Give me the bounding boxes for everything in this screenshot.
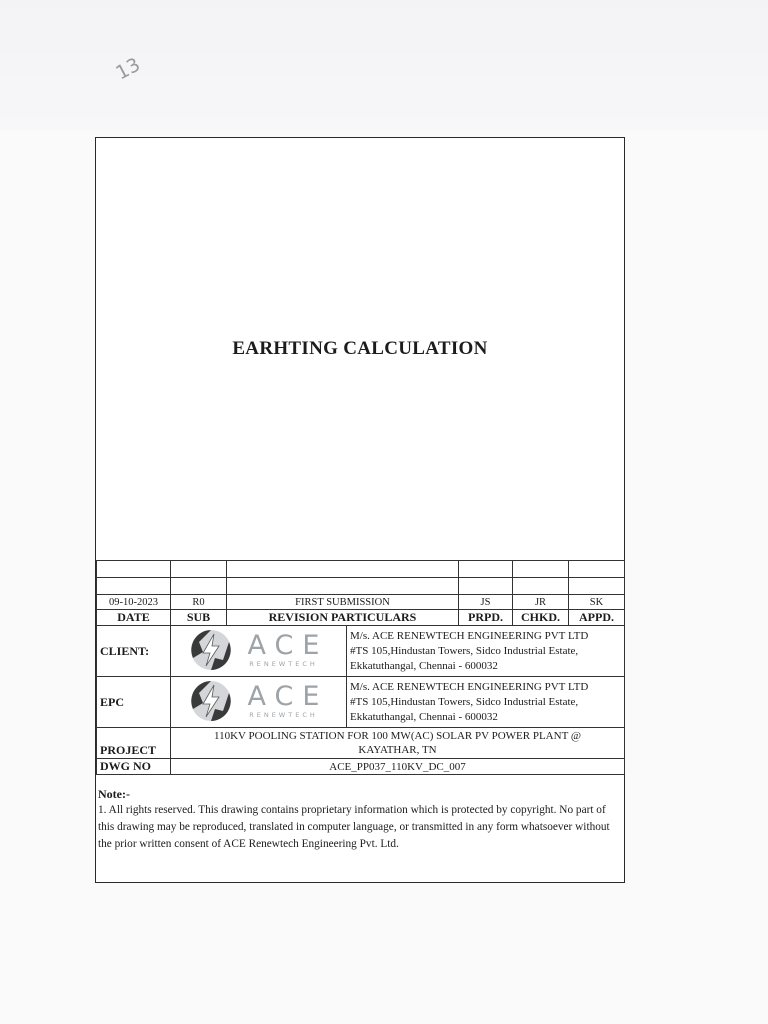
epc-logo-text: ACE [247, 680, 329, 712]
project-line2: KAYATHAR, TN [358, 744, 437, 756]
blank-revision-row [97, 561, 625, 578]
header-prepared: PRPD. [459, 610, 513, 626]
client-logo [189, 628, 329, 672]
client-logo-text: ACE [247, 629, 329, 661]
project-row [97, 728, 625, 759]
drawing-number-label: DWG NO [97, 759, 171, 775]
epc-logo-cell [171, 677, 347, 728]
epc-address [347, 677, 625, 728]
revision-header-row [97, 610, 625, 626]
drawing-number: ACE_PP037_110KV_DC_007 [171, 759, 625, 775]
header-checked: CHKD. [513, 610, 569, 626]
revision-date: 09-10-2023 [97, 595, 171, 610]
epc-row [97, 677, 625, 728]
project-label: PROJECT [97, 728, 171, 759]
epc-address-line3: Ekkatuthangal, Chennai - 600032 [350, 710, 498, 723]
revision-approved: SK [569, 595, 625, 610]
project-line1: 110KV POOLING STATION FOR 100 MW(AC) SOLAR PV POWER PLANT @ [214, 730, 581, 742]
client-logo-subtext: RENEWTECH [249, 659, 318, 668]
header-approved: APPD. [569, 610, 625, 626]
epc-address-line1: M/s. ACE RENEWTECH ENGINEERING PVT LTD [350, 680, 589, 693]
revision-checked: JR [513, 595, 569, 610]
epc-logo [189, 679, 329, 723]
revision-sub: R0 [171, 595, 227, 610]
client-address-line3: Ekkatuthangal, Chennai - 600032 [350, 659, 498, 672]
drawing-title-sheet [95, 137, 625, 883]
client-row [97, 626, 625, 677]
notes-section [98, 786, 618, 853]
client-address-line2: #TS 105,Hindustan Towers, Sidco Industrial Estate, [350, 644, 579, 657]
revision-prepared: JS [459, 595, 513, 610]
client-label: CLIENT: [97, 626, 171, 677]
handwritten-page-mark: 13 [112, 53, 144, 85]
notes-title: Note:- [98, 787, 130, 801]
title-block-table [96, 560, 625, 775]
notes-text: 1. All rights reserved. This drawing contains proprietary information which is protected by copyright. No part of this drawing may be reproduced, translated in computer language, or transmitted in any form whatsoever without the prior written consent of ACE Renewtech Engineering Pvt. Ltd. [98, 804, 610, 850]
header-particulars: REVISION PARTICULARS [227, 610, 459, 626]
epc-logo-subtext: RENEWTECH [249, 710, 318, 719]
ace-emblem-icon [189, 679, 233, 723]
revision-particulars: FIRST SUBMISSION [227, 595, 459, 610]
document-title: EARHTING CALCULATION [232, 338, 488, 359]
header-date: DATE [97, 610, 171, 626]
blank-revision-row [97, 578, 625, 595]
header-sub: SUB [171, 610, 227, 626]
epc-address-line2: #TS 105,Hindustan Towers, Sidco Industrial Estate, [350, 695, 579, 708]
drawing-number-row [97, 759, 625, 775]
client-logo-cell [171, 626, 347, 677]
project-description [171, 728, 625, 759]
client-address-line1: M/s. ACE RENEWTECH ENGINEERING PVT LTD [350, 629, 589, 642]
ace-emblem-icon [189, 628, 233, 672]
client-address [347, 626, 625, 677]
revision-row [97, 595, 625, 610]
epc-label: EPC [97, 677, 171, 728]
